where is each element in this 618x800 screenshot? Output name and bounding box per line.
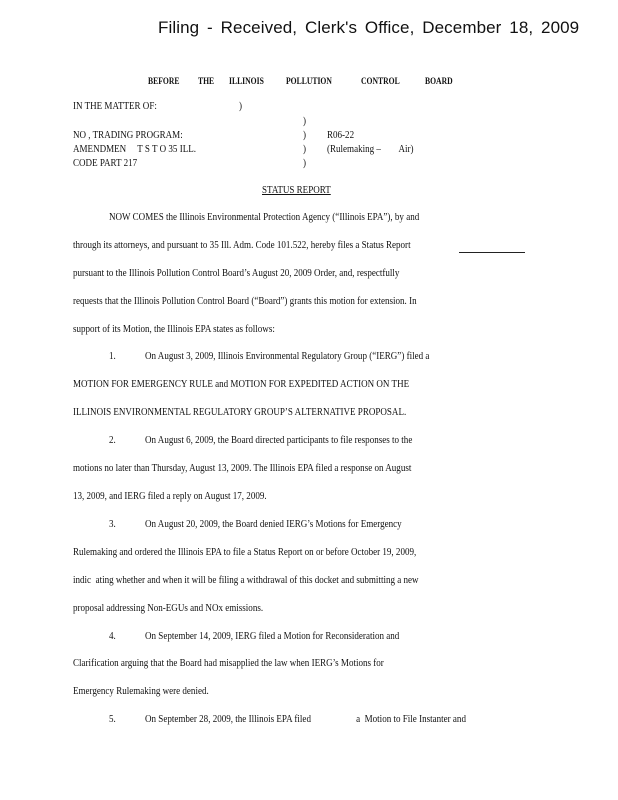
caption-line: NO , TRADING PROGRAM: [73, 130, 183, 141]
body-line: through its attorneys, and pursuant to 35 Ill. Adm. Code 101.522, hereby files a Status Report [73, 240, 411, 251]
caption-paren: ) [239, 101, 243, 112]
item-number: 3. [109, 519, 116, 530]
body-line: pursuant to the Illinois Pollution Control Board’s August 20, 2009 Order, and, respectfully [73, 268, 400, 279]
body-line: support of its Motion, the Illinois EPA states as follows: [73, 324, 275, 335]
caption-in-matter: IN THE MATTER OF: [73, 101, 157, 112]
item-number: 1. [109, 351, 116, 362]
board-title-word: POLLUTION [286, 76, 332, 86]
body-line: NOW COMES the Illinois Environmental Protection Agency (“Illinois EPA”), by and [109, 212, 420, 223]
body-line: ILLINOIS ENVIRONMENTAL REGULATORY GROUP’S ALTERNATIVE PROPOSAL. [73, 407, 407, 418]
docket-number: R06-22 [327, 130, 355, 141]
item-number: 2. [109, 435, 116, 446]
board-title-word: BEFORE [148, 76, 180, 86]
body-line: proposal addressing Non-EGUs and NOx emissions. [73, 603, 264, 614]
body-line: requests that the Illinois Pollution Control Board (“Board”) grants this motion for extension. In [73, 296, 417, 307]
body-line: 13, 2009, and IERG filed a reply on August 17, 2009. [73, 491, 267, 502]
caption-paren: ) [303, 130, 307, 141]
report-heading: STATUS REPORT [262, 185, 331, 196]
caption-line: CODE PART 217 [73, 158, 138, 169]
body-line: On August 3, 2009, Illinois Environmental Regulatory Group (“IERG”) filed a [145, 351, 430, 362]
body-line: On September 14, 2009, IERG filed a Motion for Reconsideration and [145, 631, 400, 642]
body-line: motions no later than Thursday, August 13, 2009. The Illinois EPA filed a response on August [73, 463, 412, 474]
body-line: MOTION FOR EMERGENCY RULE and MOTION FOR EXPEDITED ACTION ON THE [73, 379, 410, 390]
rulemaking-type: (Rulemaking – Air) [327, 144, 414, 155]
body-line: On August 20, 2009, the Board denied IERG’s Motions for Emergency [145, 519, 402, 530]
body-line: On September 28, 2009, the Illinois EPA filed a Motion to File Instanter and [145, 714, 466, 725]
board-title-word: CONTROL [361, 76, 400, 86]
item-number: 5. [109, 714, 116, 725]
item-number: 4. [109, 631, 116, 642]
body-line: On August 6, 2009, the Board directed participants to file responses to the [145, 435, 413, 446]
caption-line: AMENDMEN T S T O 35 ILL. [73, 144, 197, 155]
caption-paren: ) [303, 116, 307, 127]
caption-paren: ) [303, 144, 307, 155]
body-line: Clarification arguing that the Board had misapplied the law when IERG’s Motions for [73, 658, 384, 669]
body-line: indic ating whether and when it will be filing a withdrawal of this docket and submitting a new [73, 575, 419, 586]
filing-stamp: Filing - Received, Clerk's Office, December 18, 2009 [158, 18, 580, 37]
board-title-word: THE [198, 76, 215, 86]
board-title-word: ILLINOIS [229, 76, 264, 86]
body-line: Emergency Rulemaking were denied. [73, 686, 209, 697]
signature-line [459, 252, 525, 253]
board-title-word: BOARD [425, 76, 453, 86]
caption-paren: ) [303, 158, 307, 169]
body-line: Rulemaking and ordered the Illinois EPA to file a Status Report on or before October 19, 2009, [73, 547, 417, 558]
